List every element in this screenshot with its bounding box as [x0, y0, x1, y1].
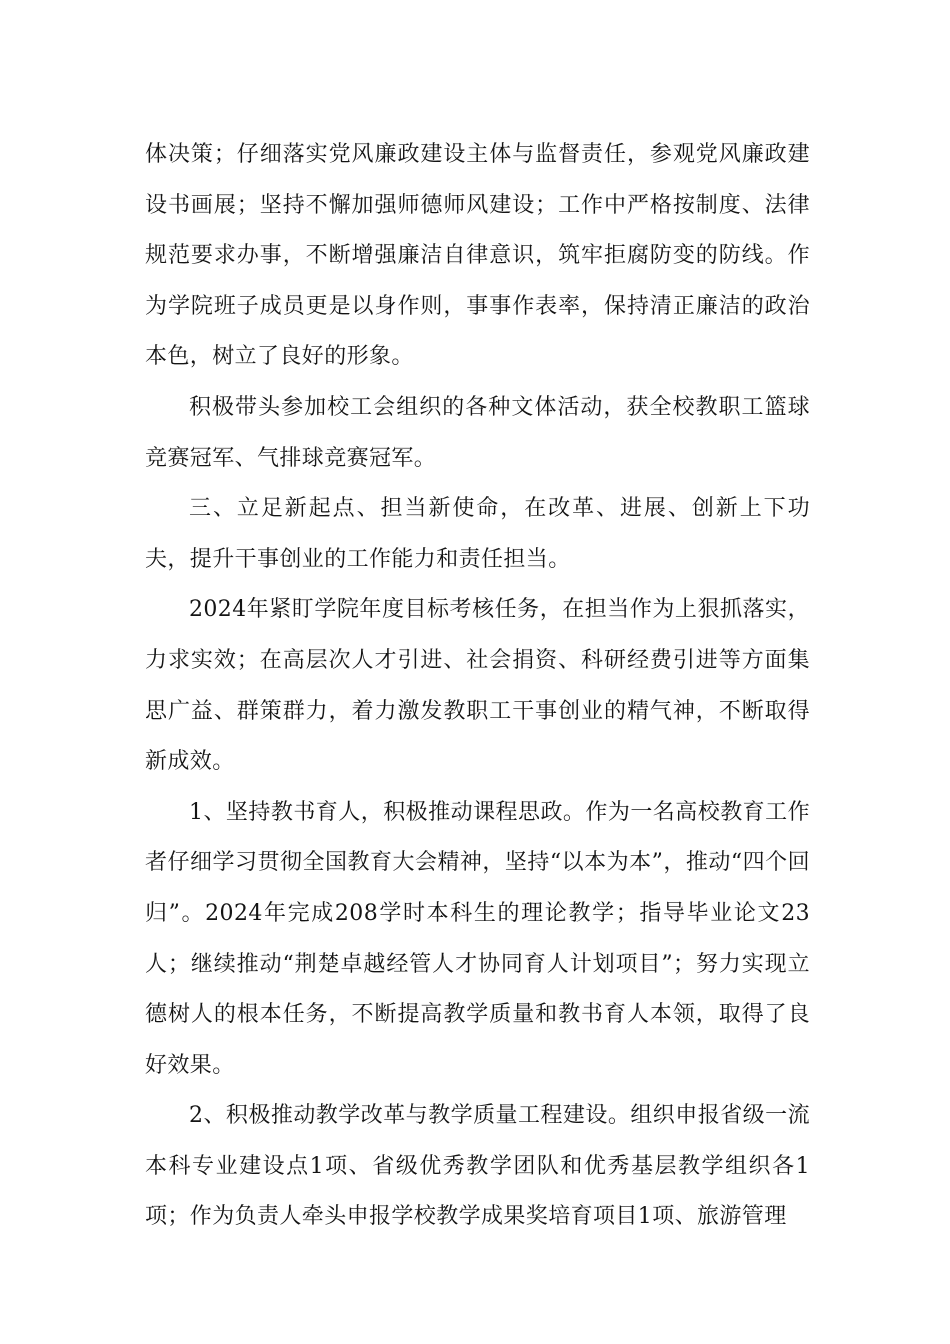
paragraph-annual-targets: 2024年紧盯学院年度目标考核任务，在担当作为上狠抓落实，力求实效；在高层次人才引进、社会捐资、科研经费引进等方面集思广益、群策群力，着力激发教职工干事创业的精气神，不断取得新成效。	[145, 597, 810, 775]
document-body	[145, 130, 810, 1243]
paragraph-integrity-continuation: 体决策；仔细落实党风廉政建设主体与监督责任，参观党风廉政建设书画展；坚持不懈加强师德师风建设；工作中严格按制度、法律规范要求办事，不断增强廉洁自律意识，筑牢拒腐防变的防线。作为学院班子成员更是以身作则，事事作表率，保持清正廉洁的政治本色，树立了良好的形象。	[145, 142, 810, 370]
paragraph-teaching-reform: 2、积极推动教学改革与教学质量工程建设。组织申报省级一流本科专业建设点1项、省级优秀教学团队和优秀基层教学组织各1项；作为负责人牵头申报学校教学成果奖培育项目1项、旅游管理	[145, 1103, 810, 1230]
paragraph-union-activities: 积极带头参加校工会组织的各种文体活动，获全校教职工篮球竞赛冠军、气排球竞赛冠军。	[145, 394, 810, 471]
paragraph-section-three-heading: 三、立足新起点、担当新使命，在改革、进展、创新上下功夫，提升干事创业的工作能力和责任担当。	[145, 496, 810, 572]
paragraph-teaching-education: 1、坚持教书育人，积极推动课程思政。作为一名高校教育工作者仔细学习贯彻全国教育大会精神，坚持“以本为本”，推动“四个回归”。2024年完成208学时本科生的理论教学；指导毕业论文23人；继续推动“荆楚卓越经管人才协同育人计划项目”；努力实现立德树人的根本任务，不断提高教学质量和教书育人本领，取得了良好效果。	[145, 799, 810, 1078]
